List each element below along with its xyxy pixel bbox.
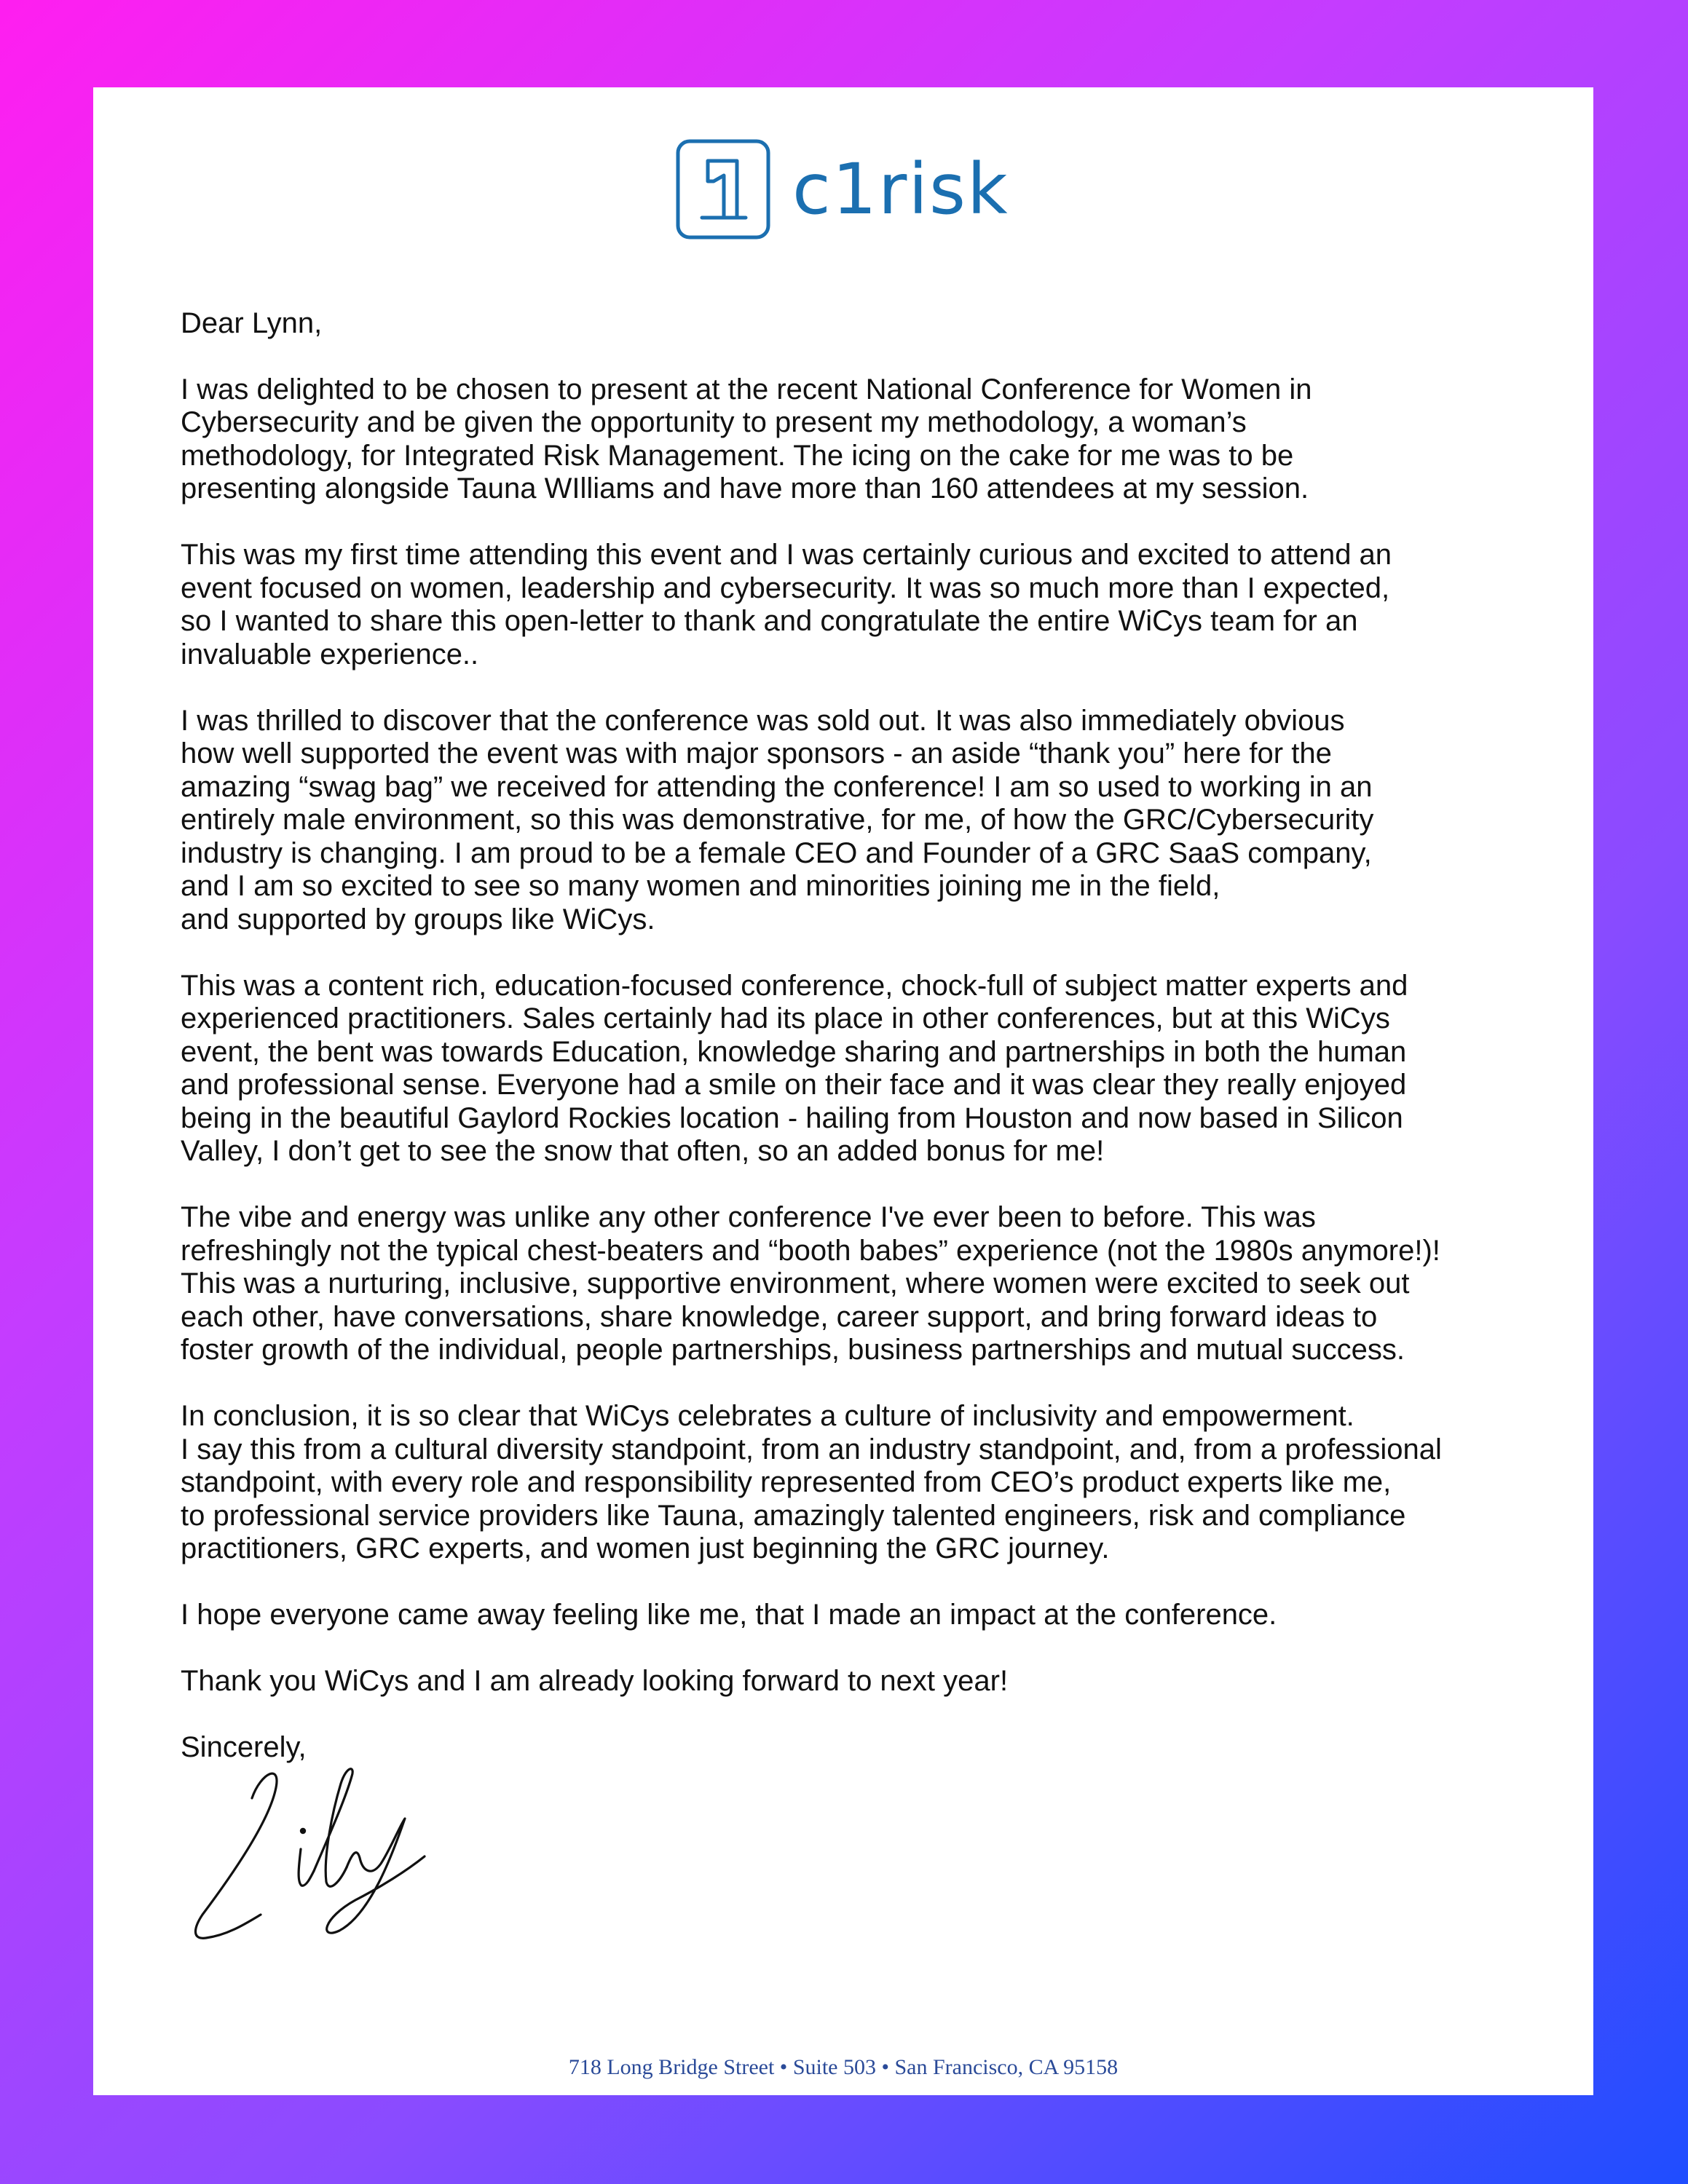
logo-wordmark: c1risk xyxy=(792,149,1009,230)
paragraph xyxy=(181,970,1564,1168)
paragraph-line: to professional service providers like Tauna, amazingly talented engineers, risk and compliance xyxy=(181,1499,1406,1532)
closing: Sincerely, xyxy=(181,1731,307,1763)
paragraph-line: invaluable experience.. xyxy=(181,638,479,670)
paragraph-line: In conclusion, it is so clear that WiCys celebrates a culture of inclusivity and empowerment. xyxy=(181,1400,1354,1432)
salutation: Dear Lynn, xyxy=(181,307,323,339)
paragraph xyxy=(181,705,1564,937)
letter-body xyxy=(181,307,1564,1765)
paragraph-line: event focused on women, leadership and cybersecurity. It was so much more than I expected, xyxy=(181,571,1390,604)
paragraph-line: event, the bent was towards Education, knowledge sharing and partnerships in both the human xyxy=(181,1035,1407,1068)
paragraph xyxy=(181,1599,1564,1632)
paragraph-line: so I wanted to share this open-letter to thank and congratulate the entire WiCys team for an xyxy=(181,605,1358,637)
c1risk-logo-mark-icon xyxy=(676,139,770,240)
paragraph-line: foster growth of the individual, people partnerships, business partnerships and mutual success. xyxy=(181,1334,1405,1366)
paragraph-line: This was a content rich, education-focused conference, chock-full of subject matter experts and xyxy=(181,969,1408,1002)
paragraph-line: Valley, I don’t get to see the snow that often, so an added bonus for me! xyxy=(181,1135,1105,1167)
paragraph-line: and I am so excited to see so many women and minorities joining me in the field, xyxy=(181,870,1220,902)
paragraph-line: methodology, for Integrated Risk Management. The icing on the cake for me was to be xyxy=(181,439,1294,472)
paragraph-line: standpoint, with every role and responsibility represented from CEO’s product experts like me, xyxy=(181,1466,1392,1498)
paragraph-line: being in the beautiful Gaylord Rockies location - hailing from Houston and now based in Silicon xyxy=(181,1101,1403,1134)
paragraph-line: each other, have conversations, share knowledge, career support, and bring forward ideas to xyxy=(181,1300,1378,1333)
paragraph-line: and professional sense. Everyone had a smile on their face and it was clear they really enjoyed xyxy=(181,1069,1407,1101)
paragraph-line: presenting alongside Tauna WIlliams and have more than 160 attendees at my session. xyxy=(181,472,1309,505)
paragraph xyxy=(181,539,1564,671)
paragraph-line: This was my first time attending this event and I was certainly curious and excited to attend an xyxy=(181,539,1392,571)
paragraph-line: entirely male environment, so this was demonstrative, for me, of how the GRC/Cybersecurity xyxy=(181,804,1374,836)
paragraph xyxy=(181,1201,1564,1367)
paragraph-line: Thank you WiCys and I am already looking forward to next year! xyxy=(181,1665,1009,1697)
paragraph xyxy=(181,1400,1564,1566)
paragraph xyxy=(181,373,1564,506)
company-logo xyxy=(676,138,1009,240)
paragraph-line: The vibe and energy was unlike any other conference I've ever been to before. This was xyxy=(181,1201,1316,1233)
paragraph-line: refreshingly not the typical chest-beaters and “booth babes” experience (not the 1980s anymore!)! xyxy=(181,1234,1440,1267)
letter-page xyxy=(93,87,1593,2095)
paragraph-line: practitioners, GRC experts, and women just beginning the GRC journey. xyxy=(181,1532,1110,1564)
paragraph-line: This was a nurturing, inclusive, supportive environment, where women were excited to seek out xyxy=(181,1267,1410,1299)
paragraph-line: experienced practitioners. Sales certainly had its place in other conferences, but at this WiCys xyxy=(181,1002,1390,1034)
paragraph-line: how well supported the event was with major sponsors - an aside “thank you” here for the xyxy=(181,737,1332,769)
handwritten-signature xyxy=(173,1733,494,1951)
paragraph-line: I was thrilled to discover that the conference was sold out. It was also immediately obvious xyxy=(181,704,1345,737)
paragraph-line: industry is changing. I am proud to be a female CEO and Founder of a GRC SaaS company, xyxy=(181,836,1372,869)
paragraph-line: I hope everyone came away feeling like me, that I made an impact at the conference. xyxy=(181,1599,1277,1631)
paragraph-line: amazing “swag bag” we received for attending the conference! I am so used to working in an xyxy=(181,770,1373,803)
paragraph-line: and supported by groups like WiCys. xyxy=(181,903,655,935)
paragraph xyxy=(181,1665,1564,1698)
paragraph-line: Cybersecurity and be given the opportunity to present my methodology, a woman’s xyxy=(181,406,1247,438)
paragraph-line: I say this from a cultural diversity standpoint, from an industry standpoint, and, from a professional xyxy=(181,1433,1442,1465)
paragraph-line: I was delighted to be chosen to present at the recent National Conference for Women in xyxy=(181,373,1312,405)
footer-address: 718 Long Bridge Street • Suite 503 • San Francisco, CA 95158 xyxy=(568,2055,1119,2079)
